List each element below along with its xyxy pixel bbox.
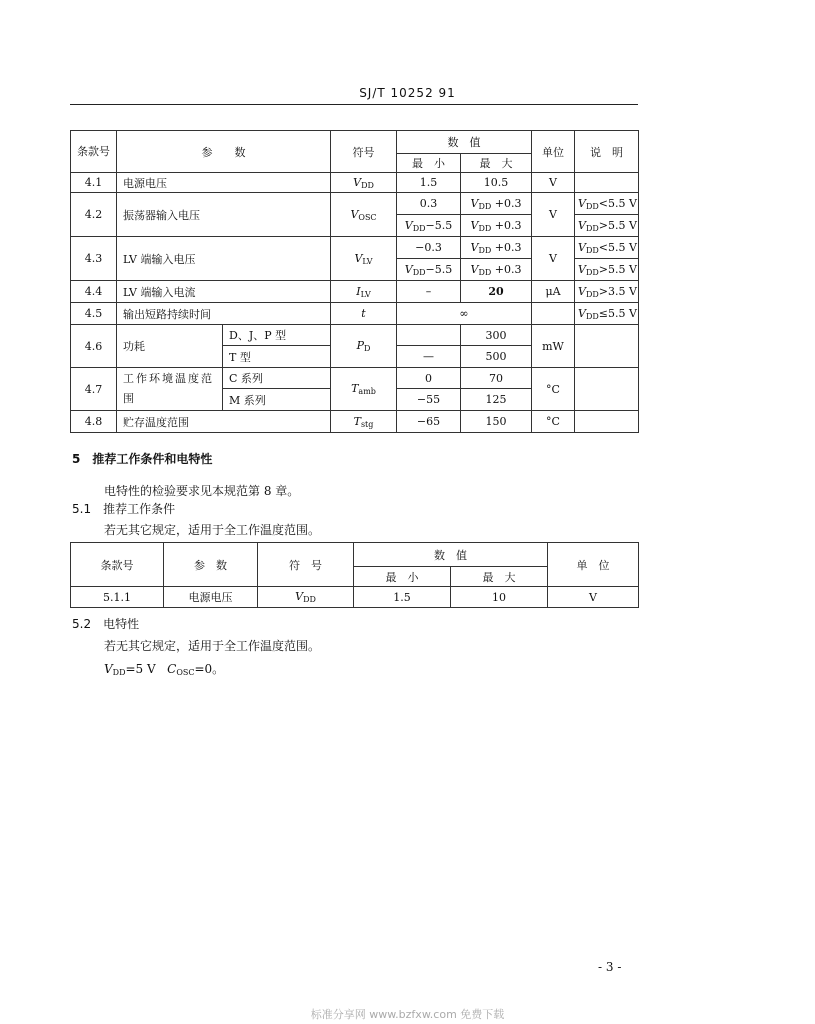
max-value: $V_{DD} +0.3$ — [461, 237, 532, 259]
header-unit: 单位 — [532, 131, 575, 173]
param-name: 功耗 — [117, 325, 223, 368]
header-symbol: 符 号 — [258, 543, 354, 587]
note: $V_{DD}\le 5.5$ V — [575, 303, 639, 325]
header-max: 最 大 — [451, 567, 548, 587]
table-row — [71, 237, 639, 259]
param-name: 电源电压 — [164, 587, 258, 608]
header-rule — [70, 104, 638, 105]
param-name: 工作环境温度范围 — [117, 368, 223, 411]
note: $V_{DD}>5.5$ V — [575, 215, 639, 237]
header-clause: 条款号 — [71, 131, 117, 173]
max-value: $V_{DD} +0.3$ — [461, 215, 532, 237]
param-name: LV 端输入电压 — [117, 237, 331, 281]
param-sub: T 型 — [223, 346, 331, 368]
unit: μA — [532, 281, 575, 303]
min-value — [397, 325, 461, 346]
min-value: −65 — [397, 411, 461, 433]
max-value: 125 — [461, 389, 532, 411]
max-value: 10 — [451, 587, 548, 608]
symbol: $I_{LV}$ — [331, 281, 397, 303]
note — [575, 173, 639, 193]
min-value: 1.5 — [354, 587, 451, 608]
min-value: $V_{DD}-5.5$ — [397, 259, 461, 281]
param-sub: D、J、P 型 — [223, 325, 331, 346]
clause-no: 4.2 — [71, 193, 117, 237]
section-5-text: 电特性的检验要求见本规范第 8 章。 — [104, 484, 300, 498]
symbol: $V_{LV}$ — [331, 237, 397, 281]
table-row — [71, 368, 639, 389]
max-value: 300 — [461, 325, 532, 346]
symbol: $V_{OSC}$ — [331, 193, 397, 237]
unit: °C — [532, 368, 575, 411]
note — [575, 411, 639, 433]
clause-no: 4.4 — [71, 281, 117, 303]
header-symbol: 符号 — [331, 131, 397, 173]
symbol: t — [331, 303, 397, 325]
max-value: 500 — [461, 346, 532, 368]
table-row — [71, 411, 639, 433]
header-unit: 单 位 — [548, 543, 639, 587]
clause-no: 5.1.1 — [71, 587, 164, 608]
clause-no: 4.1 — [71, 173, 117, 193]
section-5-2-heading: 5.2 电特性 — [72, 617, 140, 631]
header-min: 最 小 — [397, 154, 461, 173]
table-row — [71, 587, 639, 608]
unit: V — [548, 587, 639, 608]
header-value: 数 值 — [354, 543, 548, 567]
section-5-heading: 5 推荐工作条件和电特性 — [72, 452, 213, 466]
table-row — [71, 325, 639, 346]
recommended-conditions-table — [70, 542, 639, 608]
unit: V — [532, 173, 575, 193]
note — [575, 325, 639, 368]
header-min: 最 小 — [354, 567, 451, 587]
value: ∞ — [397, 303, 532, 325]
clause-no: 4.5 — [71, 303, 117, 325]
symbol: $V_{DD}$ — [331, 173, 397, 193]
section-5-1-text: 若无其它规定，适用于全工作温度范围。 — [104, 523, 321, 537]
min-value: – — [397, 281, 461, 303]
unit: °C — [532, 411, 575, 433]
note — [575, 368, 639, 411]
header-param: 参 数 — [117, 131, 331, 173]
page-number: - 3 - — [598, 960, 622, 974]
min-value: — — [397, 346, 461, 368]
min-value: 0 — [397, 368, 461, 389]
symbol: $P_D$ — [331, 325, 397, 368]
symbol: $T_{stg}$ — [331, 411, 397, 433]
clause-no: 4.6 — [71, 325, 117, 368]
min-value: −55 — [397, 389, 461, 411]
unit: mW — [532, 325, 575, 368]
unit: V — [532, 193, 575, 237]
note: $V_{DD}<5.5$ V — [575, 193, 639, 215]
param-name: 输出短路持续时间 — [117, 303, 331, 325]
param-sub: M 系列 — [223, 389, 331, 411]
min-value: $V_{DD}-5.5$ — [397, 215, 461, 237]
table-row — [71, 281, 639, 303]
header-clause: 条款号 — [71, 543, 164, 587]
symbol: $T_{amb}$ — [331, 368, 397, 411]
header-value: 数 值 — [397, 131, 532, 154]
conditions-line: $V_{DD}=5$ V $C_{OSC}=0$。 — [104, 662, 225, 677]
unit — [532, 303, 575, 325]
document-header: SJ/T 10252 91 — [359, 86, 456, 100]
absolute-ratings-table — [70, 130, 639, 433]
header-note: 说 明 — [575, 131, 639, 173]
max-value: 20 — [461, 281, 532, 303]
header-max: 最 大 — [461, 154, 532, 173]
section-5-2-text: 若无其它规定，适用于全工作温度范围。 — [104, 639, 321, 653]
table-row — [71, 193, 639, 215]
max-value: $V_{DD} +0.3$ — [461, 259, 532, 281]
section-5-1-heading: 5.1 推荐工作条件 — [72, 502, 176, 516]
watermark: 标准分享网 www.bzfxw.com 免费下载 — [310, 1008, 505, 1021]
param-name: 电源电压 — [117, 173, 331, 193]
param-name: 贮存温度范围 — [117, 411, 331, 433]
max-value: $V_{DD} +0.3$ — [461, 193, 532, 215]
param-sub: C 系列 — [223, 368, 331, 389]
symbol: $V_{DD}$ — [258, 587, 354, 608]
clause-no: 4.7 — [71, 368, 117, 411]
max-value: 10.5 — [461, 173, 532, 193]
max-value: 150 — [461, 411, 532, 433]
note: $V_{DD}<5.5$ V — [575, 237, 639, 259]
param-name: LV 端输入电流 — [117, 281, 331, 303]
unit: V — [532, 237, 575, 281]
table-row — [71, 303, 639, 325]
param-name: 振荡器输入电压 — [117, 193, 331, 237]
header-param: 参 数 — [164, 543, 258, 587]
table-row — [71, 173, 639, 193]
clause-no: 4.3 — [71, 237, 117, 281]
min-value: −0.3 — [397, 237, 461, 259]
note: $V_{DD}>5.5$ V — [575, 259, 639, 281]
max-value: 70 — [461, 368, 532, 389]
min-value: 0.3 — [397, 193, 461, 215]
note: $V_{DD}>3.5$ V — [575, 281, 639, 303]
min-value: 1.5 — [397, 173, 461, 193]
clause-no: 4.8 — [71, 411, 117, 433]
